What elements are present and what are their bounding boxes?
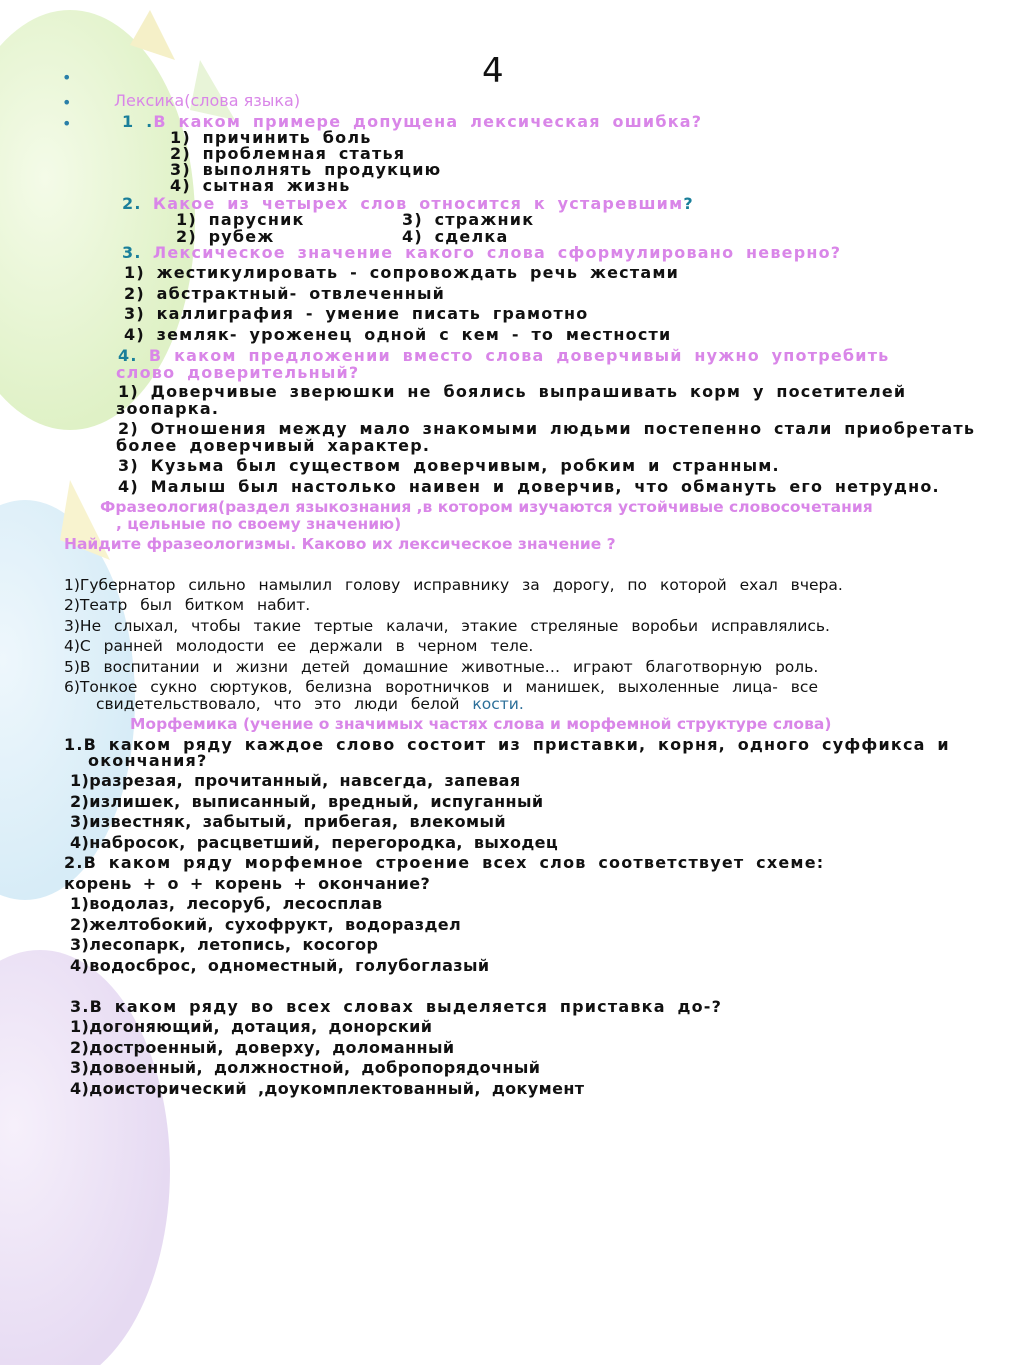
question-text: В каком предложении вместо слова доверчивый нужно употребить bbox=[148, 346, 890, 365]
answer-option: 4)доисторический ,доукомплектованный, документ bbox=[70, 1079, 585, 1098]
answer-option: 3) стражник bbox=[402, 210, 535, 229]
question-text: Какое из четырех слов относится к устаревшим bbox=[152, 194, 684, 213]
answer-option: 2) абстрактный- отвлеченный bbox=[124, 284, 446, 303]
answer-option: 3)лесопарк, летопись, косогор bbox=[70, 935, 379, 954]
answer-option: 2) Отношения между мало знакомыми людьми постепенно стали приобретать bbox=[118, 419, 976, 438]
question-text-continued: корень + о + корень + окончание? bbox=[64, 874, 431, 893]
phraseology-sentence: 1)Губернатор сильно намылил голову исправнику за дорогу, по которой ехал вчера. bbox=[64, 576, 843, 594]
answer-option: 1)разрезая, прочитанный, навсегда, запевая bbox=[70, 771, 521, 790]
answer-option: 3)известняк, забытый, прибегая, влекомый bbox=[70, 812, 506, 831]
answer-option: 2)излишек, выписанный, вредный, испуганный bbox=[70, 792, 544, 811]
answer-option: 4)водосброс, одноместный, голубоглазый bbox=[70, 956, 490, 975]
question-text: В каком примере допущена лексическая ошибка? bbox=[153, 112, 703, 131]
phraseology-task: Найдите фразеологизмы. Каково их лексическое значение ? bbox=[64, 535, 616, 553]
bullet-icon: • bbox=[62, 93, 72, 112]
sentence-end: кости. bbox=[472, 695, 524, 713]
question-number: 2. bbox=[122, 194, 142, 213]
question-number: 1 . bbox=[122, 112, 154, 131]
answer-option: 4) земляк- уроженец одной с кем - то местности bbox=[124, 325, 672, 344]
answer-option: 2)желтобокий, сухофрукт, водораздел bbox=[70, 915, 462, 934]
answer-option: 4) Малыш был настолько наивен и доверчив, что обмануть его нетрудно. bbox=[118, 477, 940, 496]
sentence-text: свидетельствовало, что это люди белой bbox=[96, 695, 460, 713]
answer-option: 2) проблемная статья bbox=[170, 144, 406, 163]
bullet-icon: • bbox=[62, 114, 72, 133]
lexicon-heading: Лексика(слова языка) bbox=[114, 91, 301, 110]
question-number: 3. bbox=[122, 243, 142, 262]
answer-option: 3) Кузьма был существом доверчивым, робким и странным. bbox=[118, 456, 780, 475]
answer-option: 1) Доверчивые зверюшки не боялись выпрашивать корм у посетителей bbox=[118, 382, 907, 401]
answer-option: 2)достроенный, доверху, доломанный bbox=[70, 1038, 455, 1057]
answer-option: 1)водолаз, лесоруб, лесосплав bbox=[70, 894, 383, 913]
phraseology-sentence: 3)Не слыхал, чтобы такие тертые калачи, этакие стреляные воробьи исправлялись. bbox=[64, 617, 830, 635]
answer-option-continued: более доверчивый характер. bbox=[116, 436, 431, 455]
phraseology-sentence: 4)С ранней молодости ее держали в черном теле. bbox=[64, 637, 534, 655]
phraseology-heading: Фразеология(раздел языкознания ,в котором изучаются устойчивые словосочетания bbox=[100, 498, 873, 516]
morphemics-question-3: 3.В каком ряду во всех словах выделяется приставка до-? bbox=[70, 997, 723, 1016]
phraseology-heading-continued: , цельные по своему значению) bbox=[116, 515, 402, 533]
page-number: 4 bbox=[482, 51, 504, 91]
phraseology-sentence: 2)Театр был битком набит. bbox=[64, 596, 311, 614]
answer-option: 1) жестикулировать - сопровождать речь жестами bbox=[124, 263, 680, 282]
answer-option: 3)довоенный, должностной, добропорядочный bbox=[70, 1058, 541, 1077]
phraseology-sentence-continued bbox=[96, 696, 524, 712]
answer-option: 4)набросок, расцветший, перегородка, выходец bbox=[70, 833, 559, 852]
question-text: Лексическое значение какого слова сформулировано неверно? bbox=[152, 243, 842, 262]
morphemics-question-2: 2.В каком ряду морфемное строение всех слов соответствует схеме: bbox=[64, 853, 825, 872]
answer-option: 1) парусник bbox=[176, 210, 305, 229]
answer-option-continued: зоопарка. bbox=[116, 399, 220, 418]
phraseology-sentence: 5)В воспитании и жизни детей домашние животные… играют благотворную роль. bbox=[64, 658, 819, 676]
phraseology-sentence: 6)Тонкое сукно сюртуков, белизна воротничков и манишек, выхоленные лица- все bbox=[64, 678, 818, 696]
answer-option: 4) сделка bbox=[402, 227, 509, 246]
answer-option: 4) сытная жизнь bbox=[170, 176, 351, 195]
question-text-continued: слово доверительный? bbox=[116, 363, 360, 382]
question-mark: ? bbox=[683, 194, 694, 213]
morphemics-question-1: 1.В каком ряду каждое слово состоит из приставки, корня, одного суффикса и bbox=[64, 735, 950, 754]
bullet-icon: • bbox=[62, 68, 72, 87]
question-text-continued: окончания? bbox=[88, 751, 208, 770]
answer-option: 3) каллиграфия - умение писать грамотно bbox=[124, 304, 589, 323]
answer-option: 1) причинить боль bbox=[170, 128, 372, 147]
answer-option: 2) рубеж bbox=[176, 227, 275, 246]
answer-option: 1)догоняющий, дотация, донорский bbox=[70, 1017, 433, 1036]
question-number: 4. bbox=[118, 346, 138, 365]
answer-option: 3) выполнять продукцию bbox=[170, 160, 442, 179]
lexicon-question-3 bbox=[122, 245, 841, 262]
morphemics-heading: Морфемика (учение о значимых частях слова и морфемной структуре слова) bbox=[130, 715, 832, 733]
